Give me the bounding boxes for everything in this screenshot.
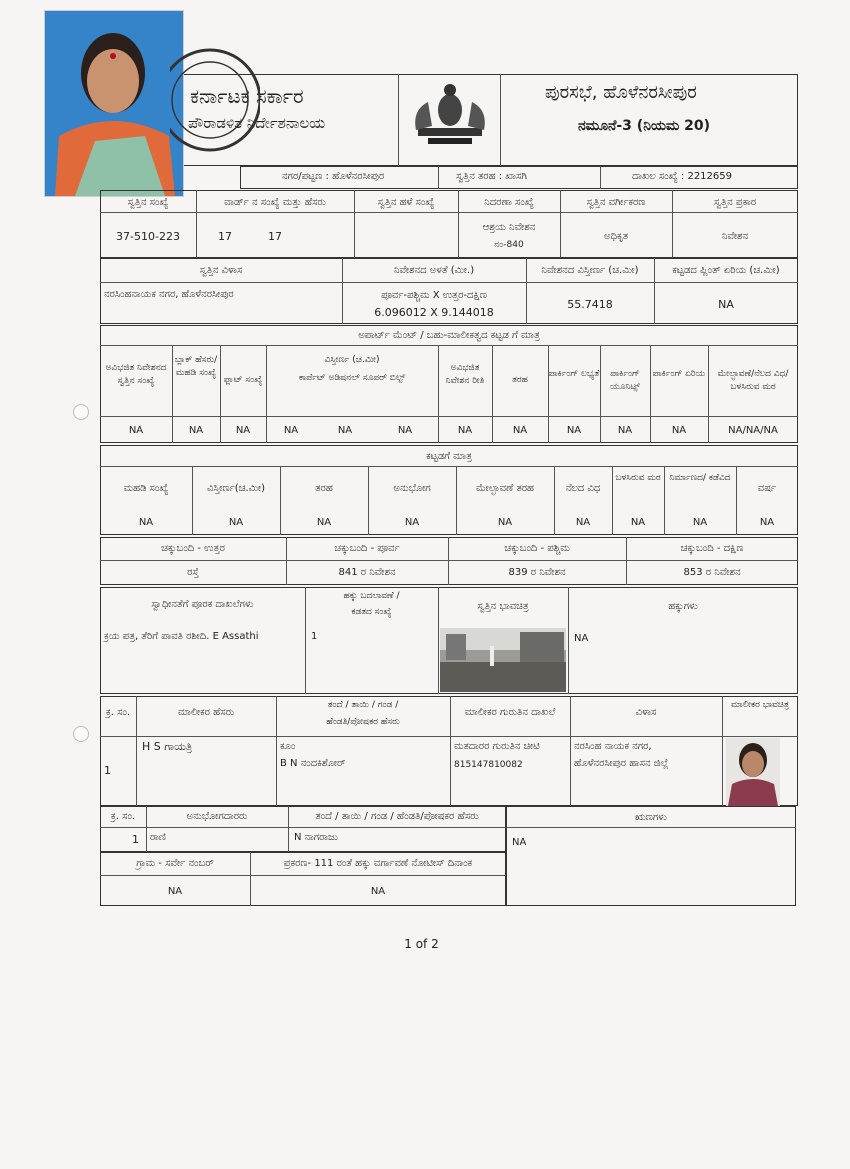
apt-h-area: ವಿಸ್ತೀರ್ಣ (ಚ.ಮೀ) (324, 355, 380, 365)
state-emblem-icon (408, 80, 492, 150)
apt-h-flat: ಫ್ಲಾಟ್ ಸಂಖ್ಯೆ (223, 375, 263, 385)
bld-h-type: ತರಹ (315, 483, 333, 494)
bld-v5: NA (575, 517, 591, 528)
transfer-label: ಹಕ್ಕು ಬದಲಾವಣೆ / (343, 591, 400, 601)
apt-v8: NA (566, 425, 582, 436)
notice-date-value: NA (370, 886, 386, 897)
reg-no-value: ಆಶ್ರಯ ನಿವೇಶನ (482, 222, 536, 233)
apt-v6: NA (457, 425, 473, 436)
ward-no-value: 17 (218, 230, 232, 243)
apt-h-method: ಅವಿಭಜಿತ ನಿವೇಶನ ರೀತಿ (445, 363, 485, 386)
owner-address-1: ನರಸಿಂಹ ನಾಯಕ ನಗರ, (574, 741, 652, 752)
apt-h-area-sub: ಕಾರ್ಪೆಟ್ ಅಡಿಷನಲ್ ಸೂಪರ್ ಬಿಲ್ಟ್ (298, 373, 406, 383)
occupant-sl-value: 1 (132, 833, 139, 846)
occupant-h-sl: ಕ್ರ. ಸಂ. (110, 811, 136, 822)
property-photo (440, 628, 566, 692)
owner-h-sl: ಕ್ರ. ಸಂ. (105, 707, 131, 718)
apt-v10: NA (671, 425, 687, 436)
site-area-value: 55.7418 (567, 298, 613, 311)
apt-v4: NA (337, 425, 353, 436)
apt-v2: NA (235, 425, 251, 436)
bld-v8: NA (759, 517, 775, 528)
bld-h-roof: ಮೇಲ್ಛಾವಣೆ ತರಹ (476, 483, 534, 494)
ownership-docs-value: ಕ್ರಯ ಪತ್ರ, ತೆರಿಗೆ ಪಾವತಿ ರಶೀದಿ. E Assathi (104, 631, 259, 642)
col-kind: ಸ್ವತ್ತಿನ ಪ್ರಕಾರ (713, 197, 757, 208)
bld-h-floor-type: ನೆಲದ ವಿಧ (565, 483, 601, 494)
bld-v1: NA (228, 517, 244, 528)
owner-h-father-2: ಹೆಂಡತಿ/ಪೋಷಕರ ಹೆಸರು (326, 717, 400, 727)
boundary-west-label: ಚಕ್ಕುಬಂದಿ - ಪಶ್ಚಿಮ (504, 543, 570, 554)
transfer-value: 1 (311, 631, 318, 642)
occupant-father-value: N ನಾಗರಾಜು (294, 832, 338, 843)
property-no-value: 37-510-223 (116, 230, 180, 243)
occupant-h-name: ಅನುಭೋಗದಾರರು (186, 811, 248, 822)
apt-h-parking-units: ಪಾರ್ಕಿಂಗ್ ಯೂನಿಟ್ಸ್ (609, 369, 641, 392)
owner-father-value: B N ನಂದಕಿಶೋರ್ (280, 758, 346, 769)
register-number: ದಾಖಲ ಸಂಖ್ಯೆ : 2212659 (632, 171, 732, 182)
survey-number-value: NA (167, 886, 183, 897)
property-type-label: ಸ್ವತ್ತಿನ ತರಹ : ಖಾಸಗಿ (456, 171, 527, 182)
col-reg-no: ನಿದರಣಾ ಸಂಖ್ಯೆ (484, 197, 534, 208)
plinth-area-label: ಕಟ್ಟಡದ ಪ್ಲಿಂತ್ ಏರಿಯ (ಚ.ಮೀ) (672, 265, 780, 276)
rights-label: ಹಕ್ಕುಗಳು (668, 601, 698, 612)
apt-h-parking-area: ಪಾರ್ಕಿಂಗ್ ಏರಿಯ (652, 369, 706, 379)
bld-h-floor: ಮಹಡಿ ಸಂಖ್ಯೆ (123, 483, 169, 494)
owner-h-name: ಮಾಲೀಕರ ಹೆಸರು (177, 707, 235, 718)
bld-v6: NA (630, 517, 646, 528)
liabilities-value: NA (512, 837, 527, 848)
apt-h-undivided: ಅವಿಭಜಿತ ನಿವೇಶನದ ಸ್ವತ್ತಿನ ಸಂಖ್ಯೆ (105, 363, 167, 386)
apt-h-roof: ಮೇಲ್ಛಾವಣೆ/ನೆಲದ ವಿಧ/ಬಳಸಿರುವ ಮರ (717, 369, 789, 392)
apt-v0: NA (128, 425, 144, 436)
class-value: ಅಧಿಕೃತ (603, 231, 629, 242)
bld-v0: NA (138, 517, 154, 528)
boundary-north-label: ಚಕ್ಕುಬಂದಿ - ಉತ್ತರ (161, 543, 225, 554)
boundary-east-value: 841 ರ ನಿವೇಶನ (338, 567, 396, 578)
owner-id-type: ಮತದಾರರ ಗುರುತಿನ ಚೀಟಿ (454, 741, 540, 752)
apt-v9: NA (617, 425, 633, 436)
boundary-north-value: ರಸ್ತೆ (187, 567, 199, 578)
col-old-no: ಸ್ವತ್ತಿನ ಹಳೆ ಸಂಖ್ಯೆ (377, 197, 435, 208)
owner-id-number: 815147810082 (454, 760, 523, 770)
municipality-title: ಪುರಸಭೆ, ಹೊಳೆನರಸೀಪುರ (545, 82, 697, 103)
bld-h-construction: ನಿರ್ಮಾಣದ/ ಕಡೆವಿದ (669, 473, 731, 483)
notice-date-label: ಪ್ರಕರಣ- 111 ರಂತೆ ಹಕ್ಕು ವರ್ಗಾವಣೆ ನೋಟೀಸ್ ದಿನಾಂಕ (283, 858, 473, 869)
form-number: ನಮೂನೆ-3 (ನಿಯಮ 20) (578, 118, 711, 134)
owner-address-2: ಹೊಳೆನರಸೀಪುರ ಹಾಸನ ಜಿಲ್ಲೆ (574, 758, 669, 769)
apt-v3: NA (283, 425, 299, 436)
punch-hole (73, 726, 89, 742)
ownership-docs-label: ಸ್ವಾಧೀನತೆಗೆ ಪೂರಕ ದಾಖಲೆಗಳು (151, 599, 254, 610)
bld-h-year: ವರ್ಷ (757, 483, 777, 494)
owner-small-photo (726, 738, 780, 806)
bld-v2: NA (316, 517, 332, 528)
owner-h-father: ತಂದೆ / ತಾಯಿ / ಗಂಡ / (327, 700, 399, 710)
owner-h-address: ವಿಳಾಸ (635, 707, 657, 718)
kind-value: ನಿವೇಶನ (721, 231, 749, 242)
apt-h-block: ಬ್ಲಾಕ್ ಹೆಸರು/ ಮಹಡಿ ಸಂಖ್ಯೆ (174, 355, 218, 378)
apt-v5: NA (397, 425, 413, 436)
plinth-area-value: NA (718, 298, 734, 311)
govt-subtitle: ಪೌರಾಡಳಿತ ನಿರ್ದೇಶನಾಲಯ (188, 114, 326, 132)
site-measure-label: ನಿವೇಶನದ ಅಳತೆ (ಮೀ.) (393, 265, 475, 276)
bld-v4: NA (497, 517, 513, 528)
city-label: ನಗರ/ಪಟ್ಟಣ : ಹೊಳೆನರಸೀಪುರ (282, 171, 385, 182)
punch-hole (73, 404, 89, 420)
col-property-no: ಸ್ವತ್ತಿನ ಸಂಖ್ಯೆ (127, 197, 169, 208)
reg-no-sub: ನಂ-840 (494, 240, 524, 250)
boundary-east-label: ಚಕ್ಕುಬಂದಿ - ಪೂರ್ವ (334, 543, 400, 554)
govt-title: ಕರ್ನಾಟಕ ಸರ್ಕಾರ (190, 84, 304, 108)
transfer-label-2: ಕಡತದ ಸಂಖ್ಯೆ (351, 607, 392, 617)
building-section-title: ಕಟ್ಟಡಗೆ ಮಾತ್ರ (426, 451, 472, 462)
occupant-name-value: ರಾಣಿ (150, 832, 166, 843)
owner-relation-value: ಕೂಂ (280, 741, 296, 752)
boundary-south-value: 853 ರ ನಿವೇಶನ (683, 567, 741, 578)
address-label: ಸ್ವತ್ತಿನ ವಿಳಾಸ (199, 265, 243, 276)
owner-sl-value: 1 (104, 764, 111, 777)
office-seal-icon (170, 30, 260, 170)
liabilities-label: ಋಣಗಳು (635, 812, 667, 823)
owner-name-value: H S ಗಾಯತ್ರಿ (142, 740, 193, 753)
apt-v7: NA (512, 425, 528, 436)
address-value: ನರಸಿಂಹನಾಯಕ ನಗರ, ಹೊಳೆನರಸೀಪುರ (104, 289, 234, 300)
survey-number-label: ಗ್ರಾಮ - ಸರ್ವೇ ನಂಬರ್ (136, 858, 214, 869)
col-ward: ವಾರ್ಡ್ ನ ಸಂಖ್ಯೆ ಮತ್ತು ಹೆಸರು (224, 197, 326, 208)
site-area-label: ನಿವೇಶನದ ವಿಸ್ತೀರ್ಣ (ಚ.ಮೀ) (541, 265, 639, 276)
boundary-west-value: 839 ರ ನಿವೇಶನ (508, 567, 566, 578)
property-photo-label: ಸ್ವತ್ತಿನ ಭಾವಚಿತ್ರ (477, 601, 529, 612)
dimensions-value: 6.096012 X 9.144018 (374, 306, 494, 319)
page-indicator: 1 of 2 (404, 937, 439, 951)
apt-v11: NA/NA/NA (728, 425, 778, 436)
occupant-h-father: ತಂದೆ / ತಾಯಿ / ಗಂಡ / ಹೆಂಡತಿ/ಪೋಷಕರ ಹೆಸರು (315, 811, 479, 822)
apt-h-type: ತರಹ (512, 375, 528, 385)
col-class: ಸ್ವತ್ತಿನ ವರ್ಗೀಕರಣ (586, 197, 646, 208)
boundary-south-label: ಚಕ್ಕುಬಂದಿ - ದಕ್ಷಿಣ (680, 543, 744, 554)
bld-h-wood: ಬಳಸಿರುವ ಮರ (615, 473, 661, 483)
apt-v1: NA (188, 425, 204, 436)
bld-h-usage: ಅನುಭೋಗ (393, 483, 431, 494)
rights-value: NA (574, 633, 589, 644)
owner-photo (44, 10, 184, 197)
bld-v3: NA (404, 517, 420, 528)
dimensions-label: ಪೂರ್ವ-ಪಶ್ಚಿಮ X ಉತ್ತರ-ದಕ್ಷಿಣ (381, 290, 487, 301)
owner-h-photo: ಮಾಲೀಕರ ಭಾವಚಿತ್ರ (730, 700, 790, 710)
owner-h-id: ಮಾಲೀಕರ ಗುರುತಿನ ದಾಖಲೆ (464, 707, 556, 718)
apt-h-parking: ಪಾರ್ಕಿಂಗ್ ಲಭ್ಯತೆ (548, 369, 600, 379)
apartment-section-title: ಅಪಾರ್ಟ್ ಮೆಂಟ್ / ಬಹು-ಮಾಲೀಕತ್ವದ ಕಟ್ಟಡ ಗೆ ಮಾತ್ರ (358, 330, 540, 341)
bld-h-area: ವಿಸ್ತೀರ್ಣ(ಚ.ಮೀ) (206, 483, 265, 494)
bld-v7: NA (692, 517, 708, 528)
ward-name-value: 17 (268, 230, 282, 243)
